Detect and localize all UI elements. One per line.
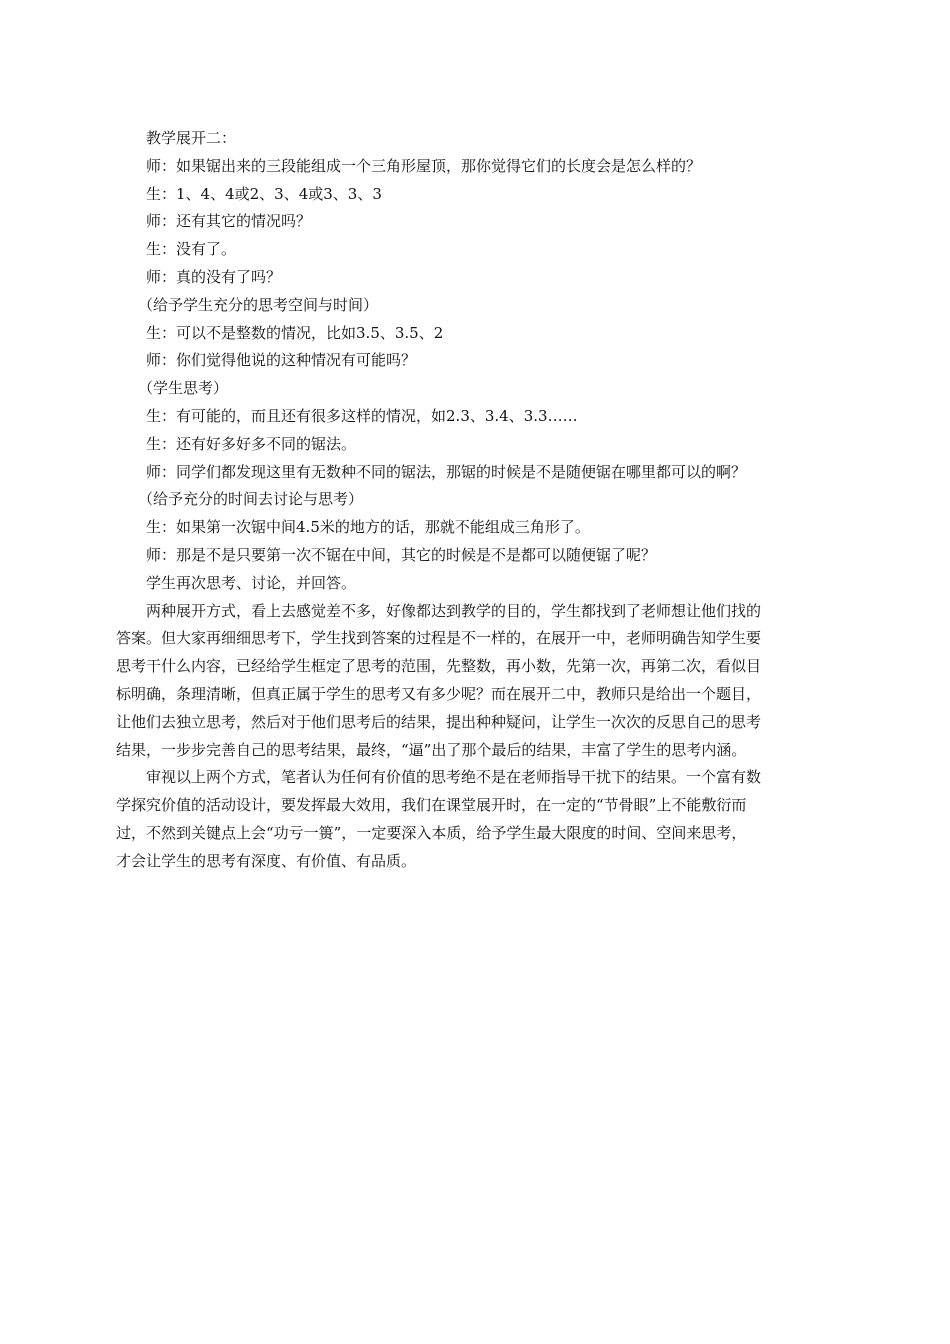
dialogue-line: 生：可以不是整数的情况，比如3.5、3.5、2 bbox=[146, 323, 444, 342]
dialogue-line: 师：还有其它的情况吗？ bbox=[146, 212, 312, 231]
dialogue-line: 教学展开二： bbox=[146, 129, 237, 147]
paragraph-line: 学探究价值的活动设计，要发挥最大效用，我们在课堂展开时，在一定的“节骨眼”上不能敷衍而 bbox=[116, 796, 747, 815]
commentary-paragraph bbox=[116, 598, 836, 765]
dialogue-line: 生：没有了。 bbox=[146, 240, 237, 259]
dialogue-line: 师：那是不是只要第一次不锯在中间，其它的时候是不是都可以随便锯了呢？ bbox=[146, 545, 657, 564]
dialogue-line: 生：还有好多好多不同的锯法。 bbox=[146, 434, 357, 453]
document-body bbox=[116, 125, 836, 876]
dialogue-line: 师：你们觉得他说的这种情况有可能吗？ bbox=[146, 351, 417, 370]
dialogue-line: 师：如果锯出来的三段能组成一个三角形屋顶，那你觉得它们的长度会是怎么样的？ bbox=[146, 156, 702, 175]
paragraph-line: 标明确，条理清晰，但真正属于学生的思考又有多少呢？而在展开二中，教师只是给出一个题目， bbox=[116, 684, 762, 703]
stage-direction-line: （给予学生充分的思考空间与时间） bbox=[138, 295, 379, 314]
paragraph-line: 答案。但大家再细细思考下，学生找到答案的过程是不一样的，在展开一中，老师明确告知学生要 bbox=[116, 629, 762, 648]
paragraph-line: 让他们去独立思考，然后对于他们思考后的结果，提出种种疑问，让学生一次次的反思自己的思考 bbox=[116, 712, 762, 731]
paragraph-line: 结果，一步步完善自己的思考结果，最终，“逼”出了那个最后的结果，丰富了学生的思考内涵。 bbox=[116, 740, 747, 759]
dialogue-line: 生：1、4、4或2、3、4或3、3、3 bbox=[146, 184, 382, 203]
dialogue-line: 师：真的没有了吗？ bbox=[146, 267, 282, 286]
paragraph-line: 两种展开方式，看上去感觉差不多，好像都达到教学的目的，学生都找到了老师想让他们找的 bbox=[146, 601, 762, 620]
dialogue-line: 学生再次思考、讨论，并回答。 bbox=[146, 573, 357, 592]
dialogue-section bbox=[116, 125, 836, 598]
dialogue-line: 生：如果第一次锯中间4.5米的地方的话，那就不能组成三角形了。 bbox=[146, 518, 590, 537]
commentary-paragraph bbox=[116, 764, 836, 875]
dialogue-line: 师：同学们都发现这里有无数种不同的锯法，那锯的时候是不是随便锯在哪里都可以的啊？ bbox=[146, 462, 747, 481]
paragraph-line: 过，不然到关键点上会“功亏一篑”，一定要深入本质，给予学生最大限度的时间、空间来思考， bbox=[116, 823, 747, 842]
stage-direction-line: （学生思考） bbox=[138, 379, 229, 398]
commentary-section bbox=[116, 598, 836, 876]
paragraph-line: 审视以上两个方式，笔者认为任何有价值的思考绝不是在老师指导干扰下的结果。一个富有数 bbox=[146, 768, 762, 787]
dialogue-line: 生：有可能的，而且还有很多这样的情况，如2.3、3.4、3.3…… bbox=[146, 406, 578, 425]
paragraph-line: 思考干什么内容，已经给学生框定了思考的范围，先整数，再小数，先第一次，再第二次，看似目 bbox=[116, 657, 762, 676]
paragraph-line: 才会让学生的思考有深度、有价值、有品质。 bbox=[116, 851, 417, 870]
stage-direction-line: （给予充分的时间去讨论与思考） bbox=[138, 490, 364, 509]
